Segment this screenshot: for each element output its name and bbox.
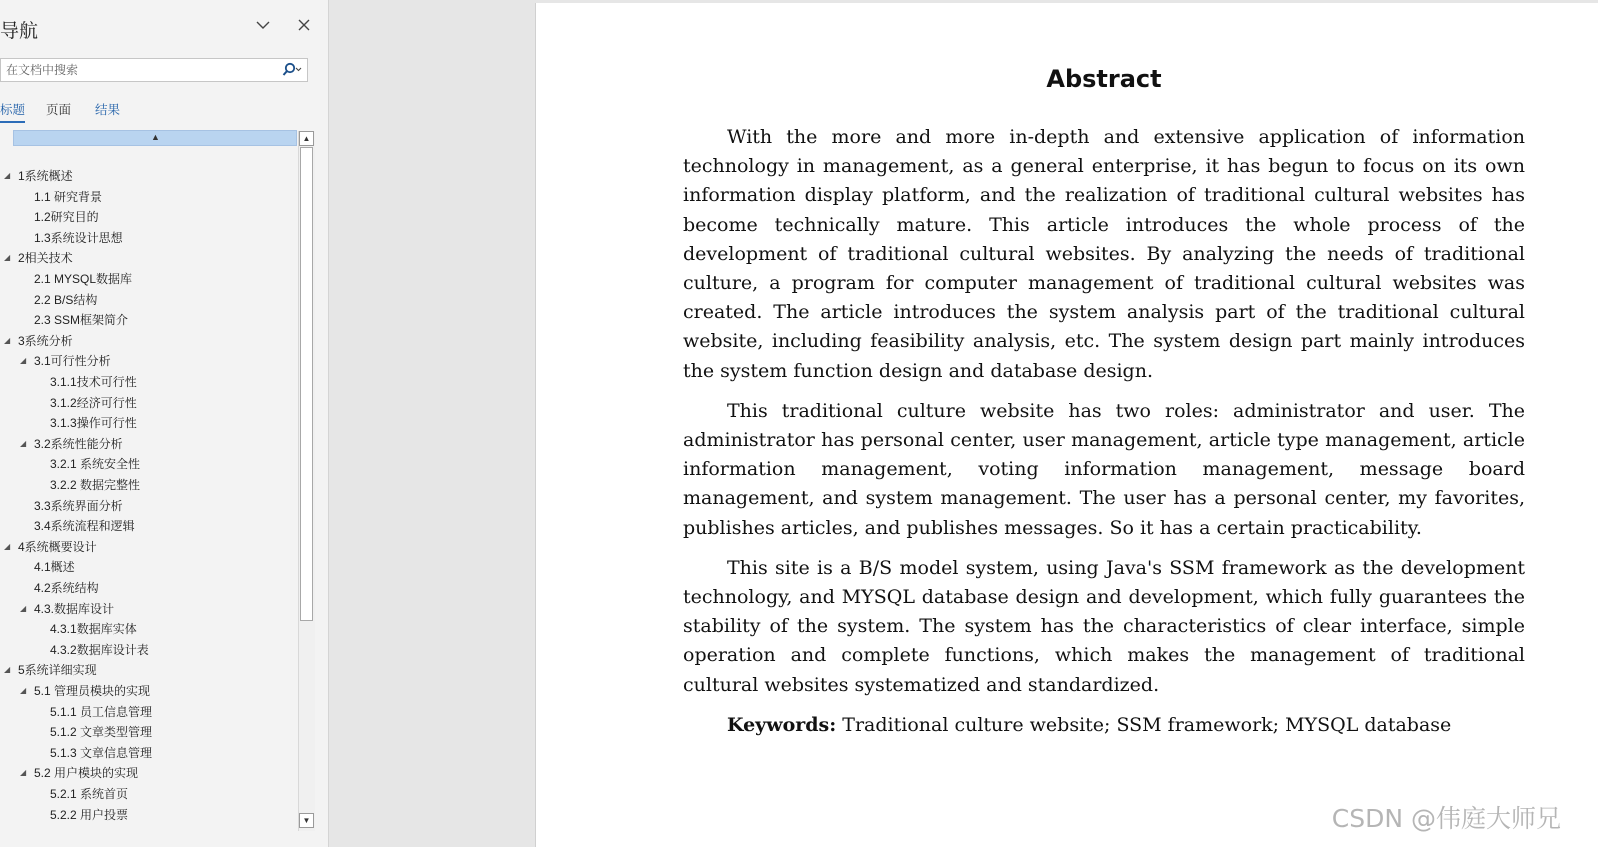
search-icon[interactable] [281,62,303,78]
nav-tree-item-label: 5.1 管理员模块的实现 [34,684,151,698]
nav-tree-item-label: 3.1.3操作可行性 [50,416,137,431]
expand-triangle-icon[interactable]: ◢ [20,686,27,695]
nav-tree-item[interactable] [34,228,123,248]
nav-tree-item[interactable] [20,599,115,619]
scrollbar-thumb[interactable] [300,147,313,621]
expand-triangle-icon[interactable]: ◢ [20,356,27,366]
abstract-body [683,123,1525,751]
nav-tree-item-label: 2.3 SSM框架简介 [34,313,129,328]
abstract-paragraph-2: This traditional culture website has two roles: administrator and user. The administrator has personal center, user management, article type management, article information management, voting information management, message board management, and system management. The user has a personal center, my favorites, publishes articles, and publishes messages. So it has a certain practicability. [683,399,1525,539]
nav-tree-item-label: 3.1可行性分析 [34,354,111,369]
nav-tree-item[interactable] [34,269,132,289]
keywords-label: Keywords: [727,713,837,736]
nav-tree-item[interactable] [50,413,137,433]
nav-tree-item-label: 3.4系统流程和逻辑 [34,519,135,534]
tab-results[interactable]: 结果 [95,103,121,117]
nav-tree-item[interactable] [20,351,111,371]
nav-title: 导航 [0,21,39,42]
keywords-value: Traditional culture website; SSM framework; MYSQL database [836,713,1452,736]
nav-tree-item[interactable] [34,290,97,310]
expand-triangle-icon[interactable]: ◢ [4,335,11,345]
document-page [535,3,1598,847]
nav-tree-item-label: 1.1 研究背景 [34,189,103,204]
nav-tree-item[interactable] [50,784,128,804]
keywords-line [683,711,1525,740]
nav-tree-item-label: 2相关技术 [18,251,73,266]
nav-tree-item[interactable] [4,537,97,557]
nav-tree-item[interactable] [20,434,123,454]
nav-tree-item[interactable] [34,578,99,598]
nav-tree-item-label: 2.1 MYSQL数据库 [34,272,133,286]
expand-triangle-icon[interactable]: ◢ [4,541,11,551]
nav-tree-item-label: 4.1概述 [34,560,75,575]
nav-tree-item-label: 4.2系统结构 [34,581,99,595]
nav-scrollbar[interactable] [298,131,315,831]
nav-tree-item-label: 3.2.1 系统安全性 [50,457,141,472]
nav-tree-item[interactable] [50,619,137,639]
nav-tree-item[interactable] [34,516,135,536]
nav-tree-item-label: 5.1.1 员工信息管理 [50,704,153,719]
abstract-title: Abstract [1046,65,1162,93]
nav-tree-item[interactable] [50,640,149,660]
nav-tree-item[interactable] [4,660,97,680]
nav-tree-item[interactable] [34,187,102,207]
expand-triangle-icon[interactable]: ◢ [4,665,11,675]
nav-tree-item-label: 5.1.2 文章类型管理 [50,725,153,740]
nav-tree-item-label: 5.2.1 系统首页 [50,787,129,801]
nav-tree-item[interactable] [20,681,151,701]
nav-tree-item[interactable] [50,702,152,722]
scroll-down-icon[interactable]: ▼ [299,813,314,828]
nav-tree-item-label: 4.3.数据库设计 [34,601,115,616]
nav-tree-item[interactable] [4,248,73,268]
nav-tree-item-label: 4系统概要设计 [18,539,97,554]
close-icon[interactable] [293,14,315,36]
abstract-paragraph-3: This site is a B/S model system, using Java's SSM framework as the development technology, and MYSQL database design and development, which fully guarantees the stability of the system. The system has the characteristics of clear interface, simple operation and complete functions, which makes the management of traditional cultural websites systematized and standardized. [683,556,1525,696]
nav-tree-item[interactable] [50,805,128,825]
expand-triangle-icon[interactable]: ◢ [20,438,27,448]
expand-triangle-icon[interactable]: ◢ [4,171,11,180]
nav-tree-item[interactable] [50,454,140,474]
nav-tree-item-label: 3系统分析 [18,333,73,348]
nav-tree-item-label: 3.1.2经济可行性 [50,395,137,410]
search-box [0,58,308,82]
nav-tree-item-label: 1系统概述 [18,169,73,183]
nav-tree-item[interactable] [34,557,75,577]
nav-tree-item[interactable] [20,763,139,783]
nav-tree-item[interactable] [34,496,123,516]
nav-tree-item[interactable] [34,207,99,227]
document-background [329,0,534,847]
expand-triangle-icon[interactable]: ◢ [20,603,27,613]
tab-headings[interactable]: 标题 [0,100,25,118]
nav-tree-item-label: 5.1.3 文章信息管理 [50,745,153,760]
nav-tree-item-label: 4.3.1数据库实体 [50,622,137,637]
nav-tree-item-label: 5.2.2 用户投票 [50,807,129,822]
navigation-pane [0,0,329,847]
nav-tree-item-label: 3.2.2 数据完整性 [50,478,141,492]
nav-tree-item-label: 5.2 用户模块的实现 [34,766,139,781]
abstract-paragraph-1: With the more and more in-depth and extensive application of information technology in management, as a general enterprise, it has begun to focus on its own information display platform, and the realization of traditional cultural websites has become technically mature. This article introduces the whole process of the development of traditional cultural websites. By analyzing the needs of traditional culture, a program for computer management of traditional cultural websites was created. The article introduces the system analysis part of the traditional cultural website, including feasibility analysis, etc. The system design part mainly introduces the system function design and database design. [683,126,1525,382]
expand-triangle-icon[interactable]: ◢ [20,768,27,778]
nav-tree-item-label: 1.2研究目的 [34,210,99,225]
collapse-heading-bar[interactable] [13,130,297,146]
nav-tree-item[interactable] [50,372,137,392]
nav-tree-item-label: 4.3.2数据库设计表 [50,642,149,657]
nav-tree-item[interactable] [4,331,73,351]
nav-tree-item[interactable] [50,475,140,495]
nav-tree-item-label: 1.3系统设计思想 [34,230,123,245]
tab-pages[interactable]: 页面 [46,103,72,117]
nav-tree-item-label: 3.1.1技术可行性 [50,375,137,389]
collapse-up-icon: ▲ [151,132,160,142]
nav-tree-item-label: 5系统详细实现 [18,663,97,678]
search-input[interactable] [1,59,276,81]
chevron-down-icon[interactable] [252,14,274,36]
nav-tree-item[interactable] [34,310,128,330]
nav-tree-item[interactable] [4,166,73,186]
nav-tree-item-label: 3.2系统性能分析 [34,436,123,451]
watermark: CSDN @伟庭大师兄 [1331,804,1561,833]
expand-triangle-icon[interactable]: ◢ [4,253,11,263]
nav-tree-item-label: 2.2 B/S结构 [34,292,98,307]
nav-tree-item[interactable] [50,722,152,742]
nav-tree-item[interactable] [50,393,137,413]
scroll-up-icon[interactable]: ▲ [299,131,314,146]
nav-tree-item-label: 3.3系统界面分析 [34,498,123,513]
nav-tree-item[interactable] [50,743,152,763]
